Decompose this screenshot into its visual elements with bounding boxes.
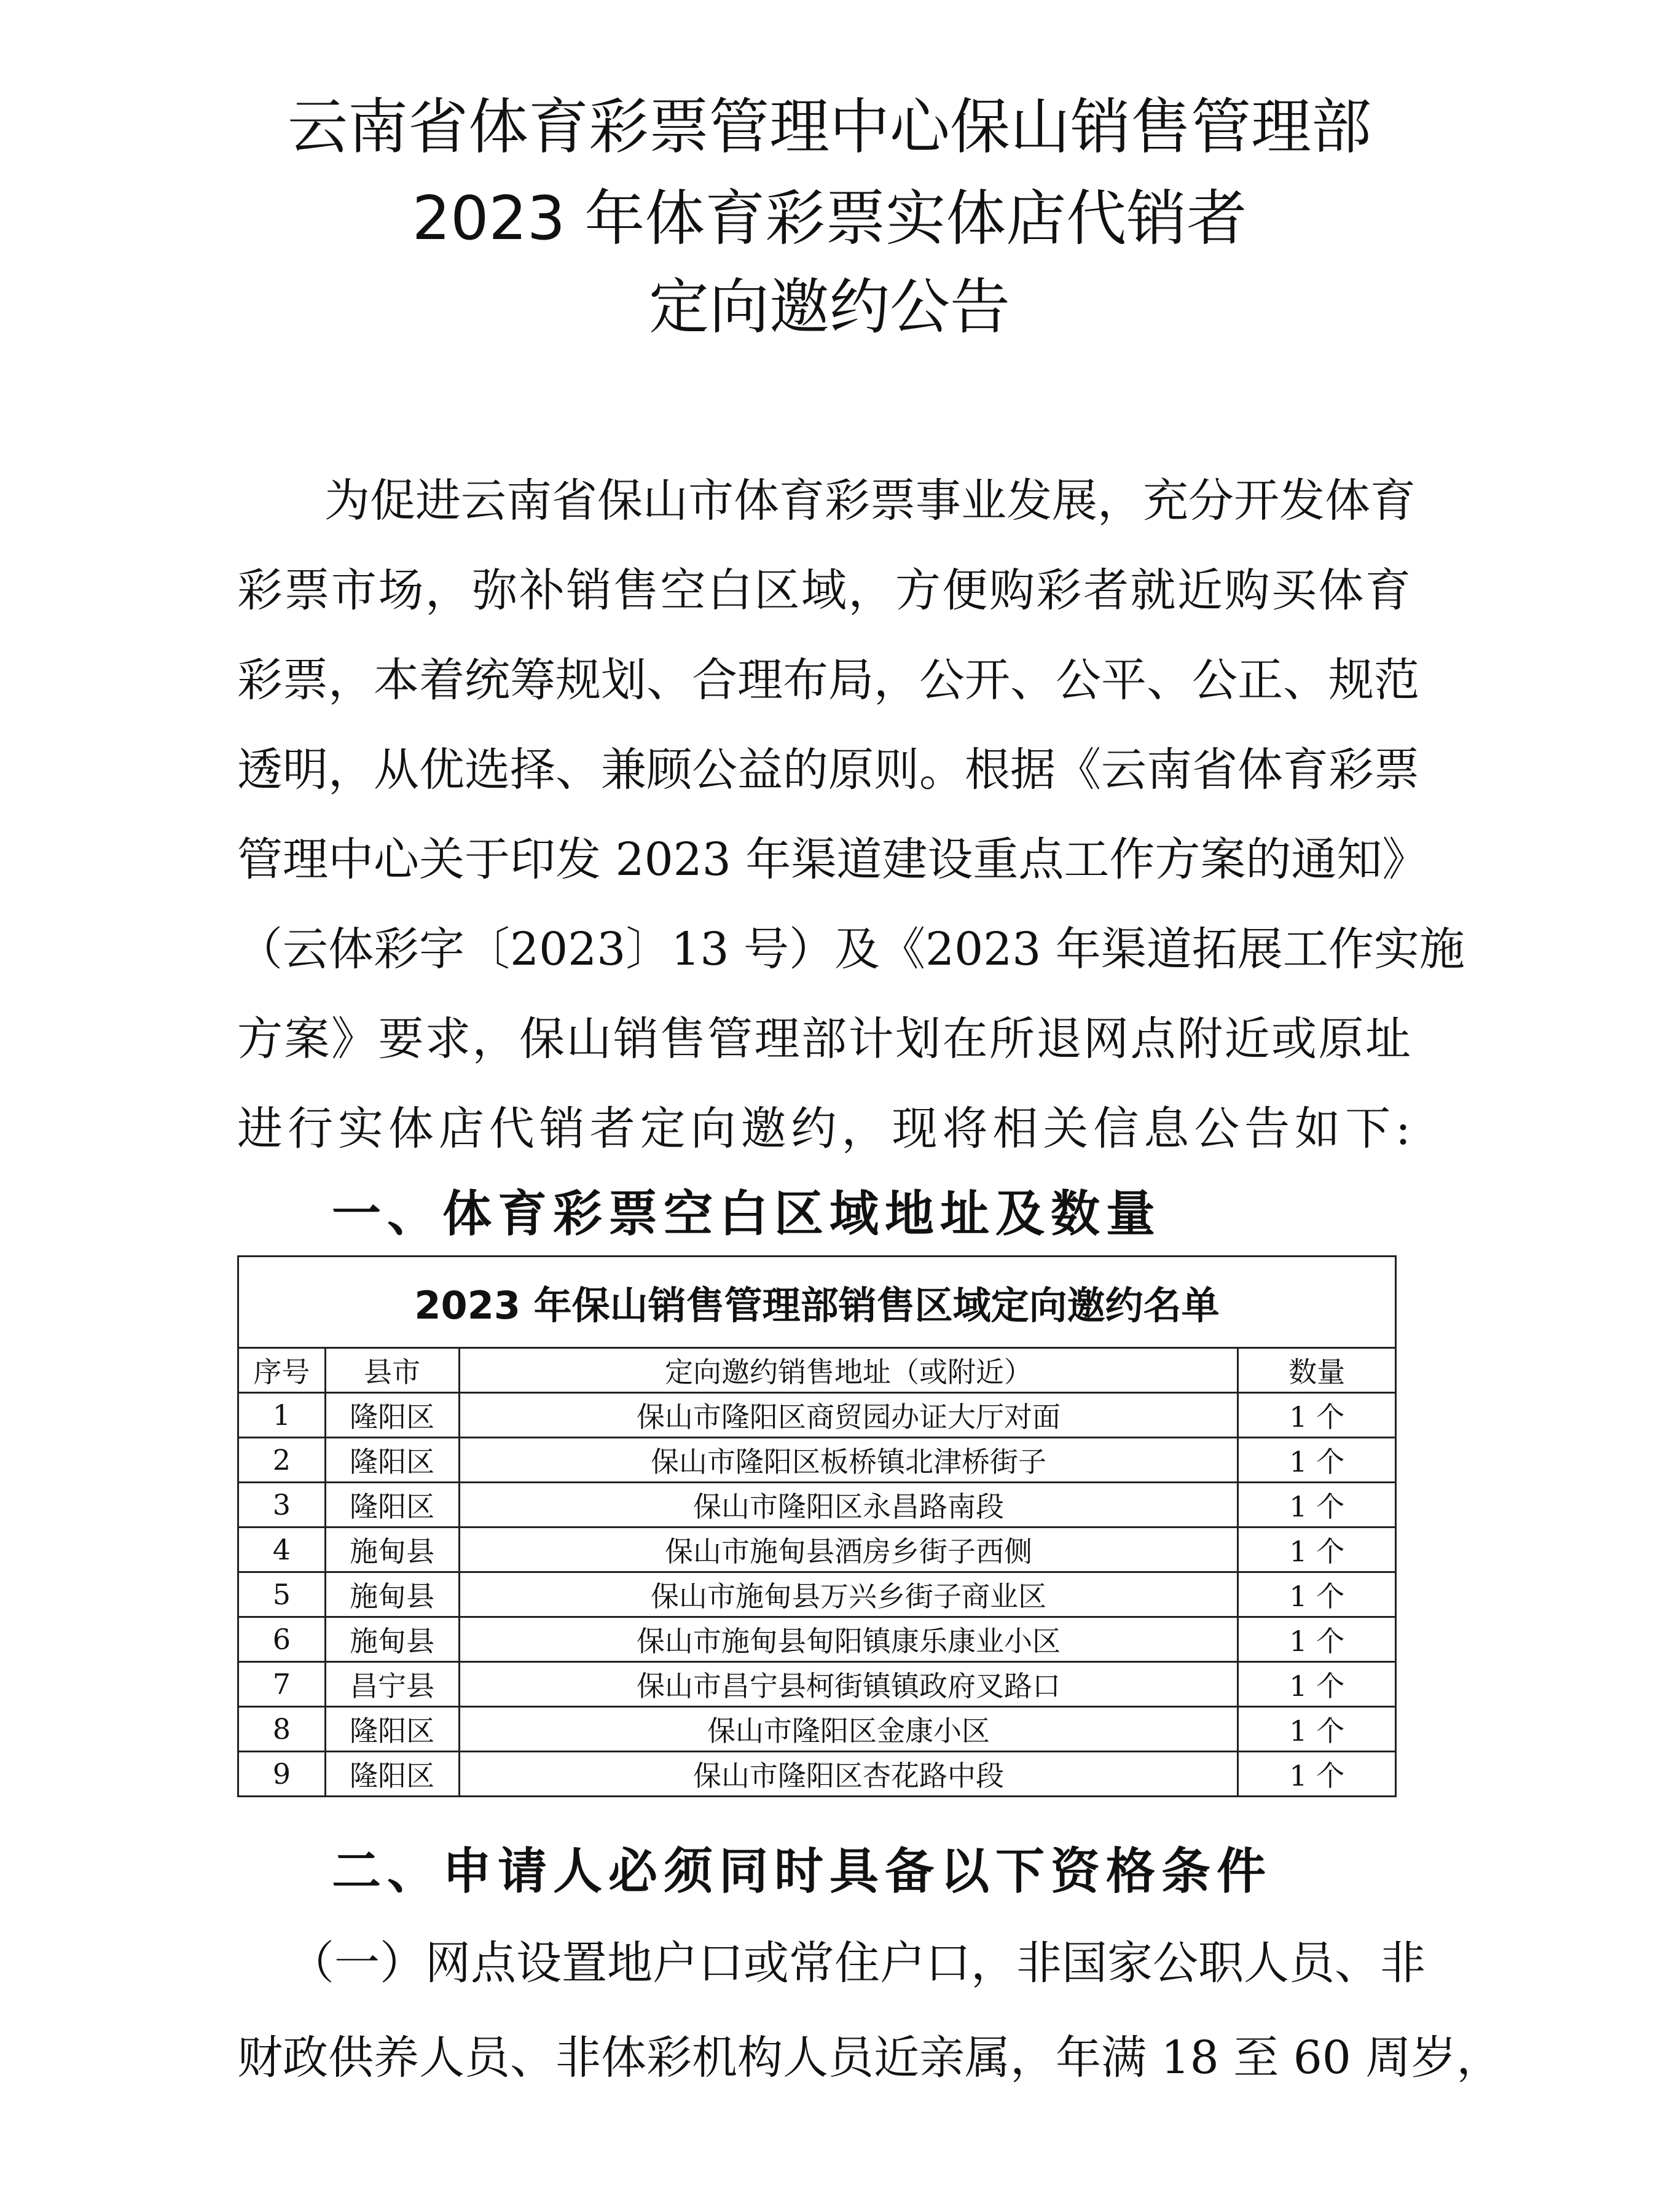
paragraph-line: 财政供养人员、非体彩机构人员近亲属，年满 18 至 60 周岁，	[237, 2031, 1502, 2084]
paragraph-line: 管理中心关于印发 2023 年渠道建设重点工作方案的通知》	[237, 833, 1428, 886]
doc-title-line-2: 2023 年体育彩票实体店代销者	[412, 184, 1247, 254]
table-header-row	[238, 1348, 1396, 1393]
table-cell: 1 个	[1238, 1483, 1396, 1528]
paragraph-line: 彩票市场，弥补销售空白区域，方便购彩者就近购买体育	[237, 564, 1411, 617]
paragraph-line: 彩票，本着统筹规划、合理布局，公开、公平、公正、规范	[237, 654, 1419, 707]
table-cell: 1 个	[1238, 1752, 1396, 1797]
paragraph-line: 为促进云南省保山市体育彩票事业发展，充分开发体育	[324, 474, 1416, 527]
table-cell: 保山市隆阳区板桥镇北津桥街子	[459, 1438, 1238, 1483]
table-cell: 1	[238, 1393, 326, 1438]
column-header: 县市	[325, 1348, 459, 1393]
table-cell: 施甸县	[325, 1617, 459, 1662]
paragraph-line: 方案》要求，保山销售管理部计划在所退网点附近或原址	[237, 1013, 1411, 1065]
column-header: 数量	[1238, 1348, 1396, 1393]
table-cell: 1 个	[1238, 1707, 1396, 1752]
table-cell: 隆阳区	[325, 1393, 459, 1438]
table-cell: 保山市隆阳区商贸园办证大厅对面	[459, 1393, 1238, 1438]
table-cell: 保山市隆阳区永昌路南段	[459, 1483, 1238, 1528]
table-cell: 保山市施甸县甸阳镇康乐康业小区	[459, 1617, 1238, 1662]
table-cell: 9	[238, 1752, 326, 1797]
paragraph-line: 进行实体店代销者定向邀约，现将相关信息公告如下:	[237, 1102, 1411, 1155]
table-cell: 5	[238, 1572, 326, 1617]
table-cell: 6	[238, 1617, 326, 1662]
table-cell: 1 个	[1238, 1438, 1396, 1483]
table-cell: 7	[238, 1662, 326, 1707]
table-cell: 1 个	[1238, 1393, 1396, 1438]
table-cell: 4	[238, 1528, 326, 1572]
doc-title-line-3: 定向邀约公告	[648, 272, 1010, 342]
paragraph-line: （一）网点设置地户口或常住户口，非国家公职人员、非	[289, 1937, 1426, 1990]
table-cell: 保山市昌宁县柯街镇镇政府叉路口	[459, 1662, 1238, 1707]
section-heading-1: 一、体育彩票空白区域地址及数量	[332, 1185, 1161, 1242]
table-row	[238, 1662, 1396, 1707]
table-row	[238, 1438, 1396, 1483]
table-row	[238, 1707, 1396, 1752]
table-row	[238, 1572, 1396, 1617]
column-header: 序号	[238, 1348, 326, 1393]
paragraph-line: （云体彩字〔2023〕13 号）及《2023 年渠道拓展工作实施	[237, 923, 1465, 976]
table-cell: 3	[238, 1483, 326, 1528]
table-cell: 2	[238, 1438, 326, 1483]
table-cell: 1 个	[1238, 1528, 1396, 1572]
column-header: 定向邀约销售地址（或附近）	[459, 1348, 1238, 1393]
table-title: 2023 年保山销售管理部销售区域定向邀约名单	[238, 1257, 1396, 1348]
table-row	[238, 1483, 1396, 1528]
table-cell: 施甸县	[325, 1528, 459, 1572]
table-cell: 保山市施甸县酒房乡街子西侧	[459, 1528, 1238, 1572]
table-cell: 隆阳区	[325, 1483, 459, 1528]
invitation-table	[237, 1255, 1397, 1797]
section-heading-2: 二、申请人必须同时具备以下资格条件	[332, 1842, 1272, 1900]
table-cell: 隆阳区	[325, 1752, 459, 1797]
table-row	[238, 1393, 1396, 1438]
table-cell: 1 个	[1238, 1662, 1396, 1707]
table-cell: 保山市隆阳区金康小区	[459, 1707, 1238, 1752]
table-row	[238, 1617, 1396, 1662]
table-cell: 隆阳区	[325, 1707, 459, 1752]
table-cell: 保山市施甸县万兴乡街子商业区	[459, 1572, 1238, 1617]
table-cell: 保山市隆阳区杏花路中段	[459, 1752, 1238, 1797]
table-cell: 1 个	[1238, 1572, 1396, 1617]
table-cell: 8	[238, 1707, 326, 1752]
doc-title-line-1: 云南省体育彩票管理中心保山销售管理部	[287, 92, 1371, 162]
table-cell: 隆阳区	[325, 1438, 459, 1483]
table-row	[238, 1752, 1396, 1797]
paragraph-line: 透明，从优选择、兼顾公益的原则。根据《云南省体育彩票	[237, 743, 1419, 796]
table-cell: 1 个	[1238, 1617, 1396, 1662]
table-cell: 施甸县	[325, 1572, 459, 1617]
table-row	[238, 1528, 1396, 1572]
table-cell: 昌宁县	[325, 1662, 459, 1707]
